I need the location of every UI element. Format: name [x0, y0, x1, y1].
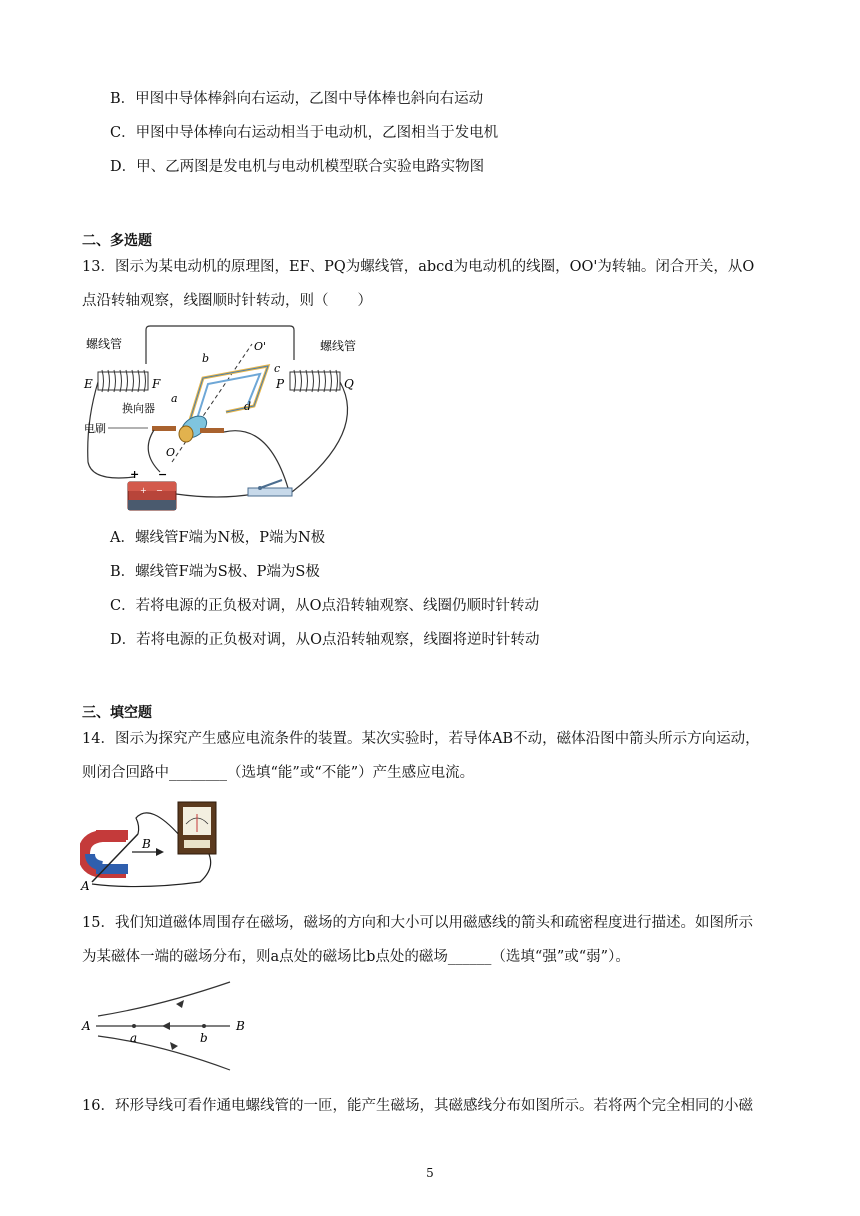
section-title-multiple-choice: 二、多选题 — [82, 233, 152, 249]
label-b: B — [142, 837, 151, 851]
label-point-b: b — [200, 1031, 208, 1045]
label-minus: − — [158, 468, 168, 481]
q13-option-c: C．若将电源的正负极对调，从O点沿转轴观察、线圈仍顺时针转动 — [110, 598, 539, 614]
q16-stem-line1: 16．环形导线可看作通电螺线管的一匝，能产生磁场，其磁感线分布如图所示。若将两个完全相同的小磁 — [82, 1098, 753, 1114]
label-d: d — [244, 400, 252, 413]
label-solenoid-left: 螺线管 — [86, 337, 123, 351]
label-a-end: A — [82, 1019, 91, 1033]
section-title-fill-in: 三、填空题 — [82, 705, 152, 721]
label-solenoid-right: 螺线管 — [320, 339, 357, 353]
label-brush: 电刷 — [84, 422, 106, 435]
label-b-end: B — [236, 1019, 245, 1033]
q12-option-b: B．甲图中导体棒斜向右运动，乙图中导体棒也斜向右运动 — [110, 91, 484, 107]
q12-option-d: D．甲、乙两图是发电机与电动机模型联合实验电路实物图 — [110, 159, 485, 175]
q13-motor-diagram — [78, 322, 378, 517]
label-f: F — [152, 377, 161, 391]
label-p: P — [276, 377, 285, 391]
label-o-prime: O' — [254, 340, 267, 353]
q14-stem-line2: 则闭合回路中________（选填“能”或“不能”）产生感应电流。 — [82, 765, 475, 781]
q15-stem-line2: 为某磁体一端的磁场分布，则a点处的磁场比b点处的磁场______（选填“强”或“弱”）。 — [82, 949, 630, 965]
label-q: Q — [344, 377, 354, 391]
q15-field-lines-diagram — [80, 980, 250, 1072]
q13-option-d: D．若将电源的正负极对调，从O点沿转轴观察，线圈将逆时针转动 — [110, 632, 540, 648]
label-c: c — [274, 362, 281, 375]
label-a: A — [81, 879, 90, 890]
q13-stem-line1: 13．图示为某电动机的原理图，EF、PQ为螺线管，abcd为电动机的线圈，OO'为转轴。闭合开关，从O — [82, 259, 755, 275]
label-o: O — [166, 446, 176, 459]
q15-stem-line1: 15．我们知道磁体周围存在磁场，磁场的方向和大小可以用磁感线的箭头和疏密程度进行描述。如图所示 — [82, 915, 753, 931]
label-plus: + — [130, 468, 140, 481]
label-point-a: a — [130, 1031, 138, 1045]
svg-text:−: − — [156, 486, 163, 495]
svg-text:+: + — [140, 486, 147, 495]
q13-stem-line2: 点沿转轴观察，线圈顺时针转动，则（ ） — [82, 293, 372, 309]
label-b: b — [202, 352, 210, 365]
q14-stem-line1: 14．图示为探究产生感应电流条件的装置。某次实验时，若导体AB不动，磁体沿图中箭头所示方向运动， — [82, 731, 760, 747]
q13-option-a: A．螺线管F端为N极，P端为N极 — [110, 530, 326, 546]
label-commutator: 换向器 — [122, 402, 155, 415]
label-a: a — [171, 392, 178, 405]
q14-induction-apparatus — [80, 798, 220, 890]
page-number: 5 — [426, 1166, 434, 1180]
q12-option-c: C．甲图中导体棒向右运动相当于电动机，乙图相当于发电机 — [110, 125, 499, 141]
label-e: E — [84, 377, 93, 391]
q13-option-b: B．螺线管F端为S极、P端为S极 — [110, 564, 320, 580]
